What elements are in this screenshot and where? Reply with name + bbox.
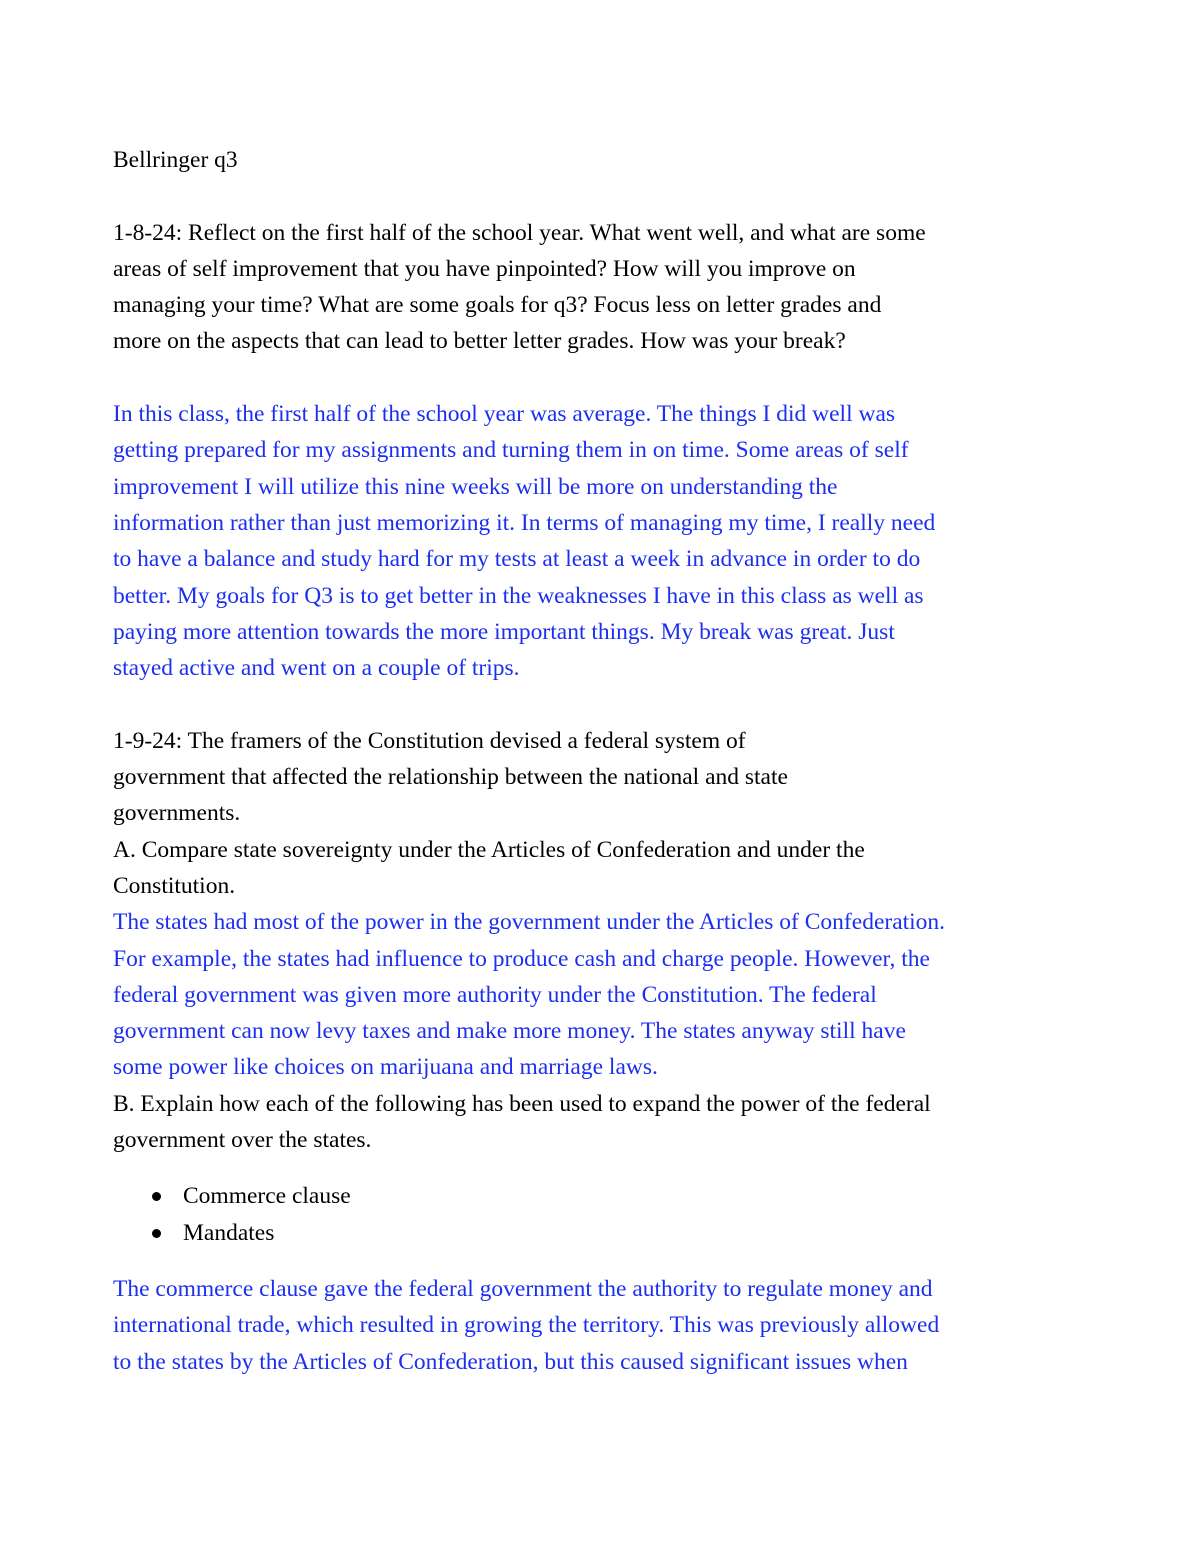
prompt-line: 1-8-24: Reflect on the first half of the school year. What went well, and what are some (113, 219, 926, 246)
prompt-line: managing your time? What are some goals for q3? Focus less on letter grades and (113, 292, 882, 319)
document-title (113, 142, 1103, 178)
list-item (113, 1178, 1103, 1214)
question-line: A. Compare state sovereignty under the Articles of Confederation and under the (113, 836, 865, 863)
title-line: Bellringer q3 (113, 147, 238, 173)
answer-line: information rather than just memorizing it. In terms of managing my time, I really need (113, 509, 936, 536)
answer-line: getting prepared for my assignments and turning them in on time. Some areas of self (113, 437, 909, 464)
part-a-question (113, 832, 1103, 905)
answer-line: In this class, the first half of the school year was average. The things I did well was (113, 401, 896, 428)
question-line: B. Explain how each of the following has been used to expand the power of the federal (113, 1090, 931, 1117)
question-line: Constitution. (113, 872, 236, 899)
bellringer-1-prompt (113, 215, 1103, 360)
answer-line: The commerce clause gave the federal government the authority to regulate money and (113, 1275, 933, 1302)
spacer (113, 1251, 1103, 1271)
bellringer-2-prompt (113, 723, 1103, 832)
answer-line: to the states by the Articles of Confederation, but this caused significant issues when (113, 1348, 908, 1375)
list-item-label: Mandates (183, 1219, 275, 1246)
answer-line: government can now levy taxes and make more money. The states anyway still have (113, 1018, 906, 1045)
answer-line: to have a balance and study hard for my tests at least a week in advance in order to do (113, 546, 921, 573)
part-b-bullet-list (113, 1178, 1103, 1251)
prompt-line: 1-9-24: The framers of the Constitution devised a federal system of (113, 727, 746, 754)
spacer (113, 360, 1103, 396)
answer-line: better. My goals for Q3 is to get better in the weaknesses I have in this class as well as (113, 582, 924, 609)
answer-line: international trade, which resulted in growing the territory. This was previously allowed (113, 1312, 940, 1339)
answer-line: The states had most of the power in the government under the Articles of Confederation. (113, 909, 946, 936)
bellringer-1-answer (113, 396, 1103, 686)
spacer (113, 178, 1103, 214)
spacer (113, 1158, 1103, 1178)
prompt-line: government that affected the relationship between the national and state (113, 764, 788, 791)
spacer (113, 686, 1103, 722)
answer-line: federal government was given more authority under the Constitution. The federal (113, 981, 877, 1008)
answer-line: For example, the states had influence to produce cash and charge people. However, the (113, 945, 930, 972)
answer-line: some power like choices on marijuana and marriage laws. (113, 1054, 658, 1081)
list-item (113, 1215, 1103, 1251)
answer-line: improvement I will utilize this nine weeks will be more on understanding the (113, 473, 838, 500)
bullet-icon (152, 1229, 161, 1238)
prompt-line: governments. (113, 800, 241, 827)
answer-line: stayed active and went on a couple of trips. (113, 655, 520, 682)
document-body (113, 142, 1103, 1380)
bullet-icon (152, 1192, 161, 1201)
question-line: government over the states. (113, 1127, 372, 1154)
part-b-question (113, 1086, 1103, 1159)
prompt-line: more on the aspects that can lead to better letter grades. How was your break? (113, 328, 846, 355)
part-b-answer (113, 1271, 1103, 1380)
part-a-answer (113, 904, 1103, 1085)
list-item-label: Commerce clause (183, 1183, 351, 1210)
answer-line: paying more attention towards the more important things. My break was great. Just (113, 618, 895, 645)
prompt-line: areas of self improvement that you have pinpointed? How will you improve on (113, 255, 856, 282)
